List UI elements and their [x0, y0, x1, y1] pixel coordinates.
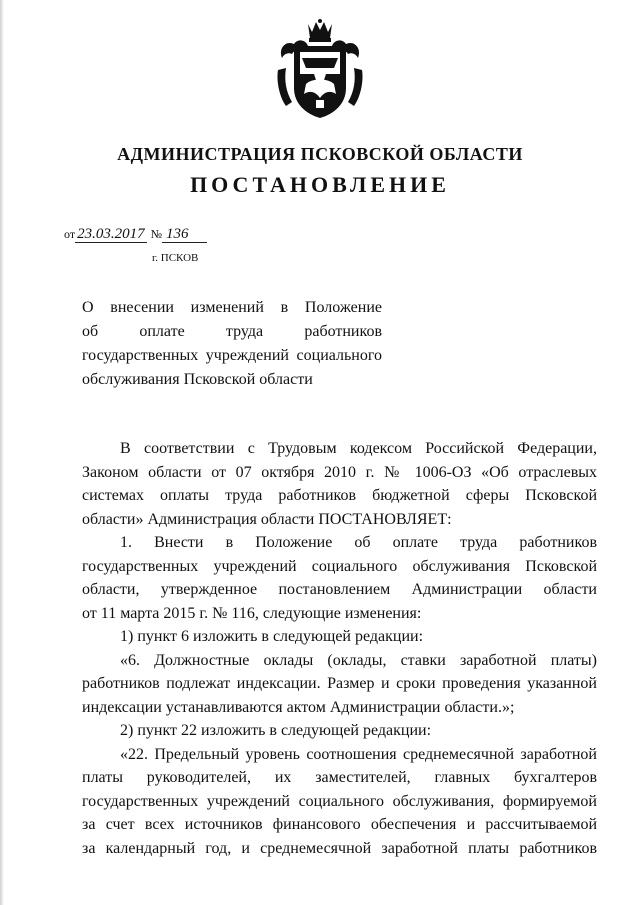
body-line: В соответствии с Трудовым кодексом Российской Федерации,	[120, 440, 597, 457]
scan-edge	[0, 0, 4, 905]
body-line: области» Администрация области ПОСТАНОВЛЯЕТ:	[82, 510, 452, 528]
city-label: г. ПСКОВ	[152, 252, 199, 264]
body-line: Законом области от 07 октября 2010 г. № 1006-ОЗ «Об отраслевых	[82, 463, 597, 481]
body-line: системах оплаты труда работников бюджетной сферы Псковской	[82, 487, 597, 504]
body-line: от 11 марта 2015 г. № 116, следующие изменения:	[82, 604, 422, 622]
body-line: 1) пункт 6 изложить в следующей редакции:	[120, 628, 424, 645]
date-prefix: от	[64, 227, 76, 241]
body-line: «6. Должностные оклады (оклады, ставки заработной платы)	[120, 651, 597, 669]
body-line: 2) пункт 22 изложить в следующей редакции:	[120, 722, 432, 739]
document-body	[82, 437, 597, 860]
subject-line: об оплате труда работников	[82, 323, 382, 340]
body-line: области, утвержденное постановлением Администрации области	[82, 581, 597, 598]
handwritten-date: 23.03.2017	[77, 226, 145, 242]
subject-line: государственных учреждений социального	[82, 347, 382, 364]
body-line: за счет всех источников финансового обеспечения и рассчитываемой	[82, 816, 597, 833]
body-line: «22. Предельный уровень соотношения среднемесячной заработной	[120, 745, 597, 763]
handwritten-number: 136	[162, 226, 207, 243]
body-line: государственных учреждений социального обслуживания, формируемой	[82, 792, 597, 810]
body-line: государственных учреждений социального обслуживания Псковской	[82, 557, 597, 575]
document-subject	[82, 296, 382, 392]
pskov-coat-of-arms-icon	[272, 18, 368, 122]
body-line: работников подлежат индексации. Размер и сроки проведения указанной	[82, 675, 597, 692]
body-line: платы руководителей, их заместителей, главных бухгалтеров	[82, 769, 597, 786]
date-number-line	[64, 226, 207, 243]
number-label: №	[150, 227, 163, 241]
subject-line: О внесении изменений в Положение	[82, 299, 382, 316]
body-line: за календарный год, и среднемесячной заработной платы работников	[82, 839, 597, 857]
organization-title: АДМИНИСТРАЦИЯ ПСКОВСКОЙ ОБЛАСТИ	[117, 144, 523, 164]
document-type-title: ПОСТАНОВЛЕНИЕ	[190, 172, 450, 197]
subject-line: обслуживания Псковской области	[82, 371, 313, 388]
body-line: 1. Внести в Положение об оплате труда работников	[120, 534, 597, 551]
body-line: индексации устанавливаются актом Администрации области.»;	[82, 698, 515, 716]
